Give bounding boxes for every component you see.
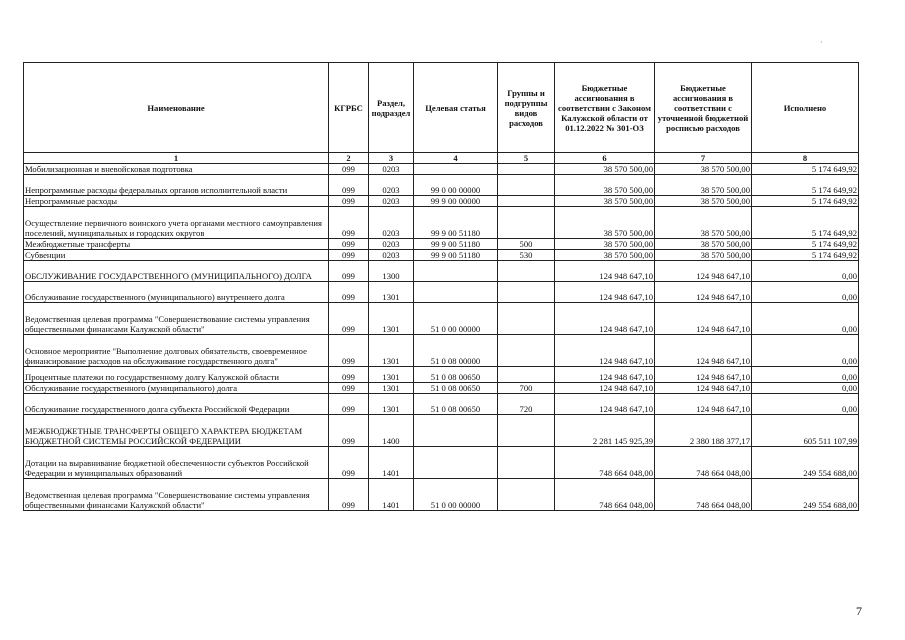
- row-assign-law: 124 948 647,10: [555, 261, 655, 282]
- row-assign-law: 124 948 647,10: [555, 303, 655, 335]
- row-executed: 0,00: [752, 335, 859, 367]
- budget-table: [23, 62, 859, 511]
- table-row: [24, 282, 859, 303]
- table-row: [24, 394, 859, 415]
- row-executed: 5 174 649,92: [752, 196, 859, 207]
- corner-mark: ·: [820, 38, 823, 47]
- row-vid: 500: [498, 239, 555, 250]
- table-row: [24, 261, 859, 282]
- row-executed: 249 554 688,00: [752, 447, 859, 479]
- row-assign-law: 38 570 500,00: [555, 239, 655, 250]
- column-number: 2: [329, 153, 369, 164]
- row-assign-law: 124 948 647,10: [555, 335, 655, 367]
- row-statya: 99 9 00 00000: [414, 196, 498, 207]
- table-row: [24, 383, 859, 394]
- table-row: [24, 239, 859, 250]
- column-number: 6: [555, 153, 655, 164]
- row-vid: [498, 303, 555, 335]
- column-number: 8: [752, 153, 859, 164]
- row-kgrbs: 099: [329, 164, 369, 175]
- row-name: Непрограммные расходы федеральных органов исполнительной власти: [24, 175, 329, 196]
- row-vid: [498, 261, 555, 282]
- column-number: 7: [655, 153, 752, 164]
- table-row: [24, 175, 859, 196]
- row-razdel: 0203: [369, 207, 414, 239]
- row-kgrbs: 099: [329, 383, 369, 394]
- row-assign-updated: 748 664 048,00: [655, 447, 752, 479]
- row-assign-updated: 38 570 500,00: [655, 250, 752, 261]
- row-razdel: 0203: [369, 196, 414, 207]
- row-assign-updated: 124 948 647,10: [655, 261, 752, 282]
- header-assign-law: Бюджетные ассигнования в соответствии с Законом Калужской области от 01.12.2022 № 301-ОЗ: [555, 63, 655, 153]
- row-assign-law: 38 570 500,00: [555, 250, 655, 261]
- row-kgrbs: 099: [329, 367, 369, 383]
- row-assign-updated: 124 948 647,10: [655, 383, 752, 394]
- row-statya: [414, 447, 498, 479]
- row-statya: 99 9 00 51180: [414, 207, 498, 239]
- row-kgrbs: 099: [329, 250, 369, 261]
- row-razdel: 0203: [369, 239, 414, 250]
- row-razdel: 0203: [369, 164, 414, 175]
- table-row: [24, 164, 859, 175]
- row-executed: 5 174 649,92: [752, 239, 859, 250]
- row-kgrbs: 099: [329, 239, 369, 250]
- row-name: Мобилизационная и вневойсковая подготовка: [24, 164, 329, 175]
- header-assign-updated: Бюджетные ассигнования в соответствии с уточненной бюджетной росписью расходов: [655, 63, 752, 153]
- row-razdel: 1401: [369, 479, 414, 511]
- row-razdel: 1301: [369, 303, 414, 335]
- row-name: Осуществление первичного воинского учета органами местного самоуправления поселений, муниципальных и городских округов: [24, 207, 329, 239]
- row-name: Обслуживание государственного долга субъекта Российской Федерации: [24, 394, 329, 415]
- row-vid: [498, 207, 555, 239]
- row-statya: 51 0 08 00650: [414, 383, 498, 394]
- row-razdel: 1301: [369, 282, 414, 303]
- row-vid: [498, 335, 555, 367]
- row-statya: 51 0 00 00000: [414, 303, 498, 335]
- row-assign-updated: 38 570 500,00: [655, 175, 752, 196]
- row-vid: [498, 175, 555, 196]
- page-number: 7: [856, 604, 862, 618]
- row-statya: [414, 261, 498, 282]
- row-kgrbs: 099: [329, 415, 369, 447]
- row-executed: 0,00: [752, 303, 859, 335]
- row-assign-law: 38 570 500,00: [555, 207, 655, 239]
- column-number: 5: [498, 153, 555, 164]
- row-name: ОБСЛУЖИВАНИЕ ГОСУДАРСТВЕННОГО (МУНИЦИПАЛЬНОГО) ДОЛГА: [24, 261, 329, 282]
- row-razdel: 1300: [369, 261, 414, 282]
- row-assign-updated: 38 570 500,00: [655, 207, 752, 239]
- row-statya: 99 9 00 51180: [414, 239, 498, 250]
- row-name: Обслуживание государственного (муниципального) долга: [24, 383, 329, 394]
- table-row: [24, 415, 859, 447]
- row-razdel: 1400: [369, 415, 414, 447]
- row-assign-updated: 38 570 500,00: [655, 164, 752, 175]
- row-razdel: 1301: [369, 394, 414, 415]
- row-vid: [498, 367, 555, 383]
- table-body: [24, 164, 859, 511]
- header-name: Наименование: [24, 63, 329, 153]
- row-vid: [498, 196, 555, 207]
- table-row: [24, 479, 859, 511]
- row-executed: 5 174 649,92: [752, 175, 859, 196]
- row-vid: [498, 164, 555, 175]
- table-row: [24, 196, 859, 207]
- row-executed: 249 554 688,00: [752, 479, 859, 511]
- row-statya: [414, 164, 498, 175]
- row-assign-law: 38 570 500,00: [555, 175, 655, 196]
- row-vid: [498, 415, 555, 447]
- row-statya: 99 0 00 00000: [414, 175, 498, 196]
- row-assign-law: 124 948 647,10: [555, 282, 655, 303]
- row-assign-updated: 124 948 647,10: [655, 394, 752, 415]
- row-razdel: 0203: [369, 250, 414, 261]
- row-name: Межбюджетные трансферты: [24, 239, 329, 250]
- row-kgrbs: 099: [329, 303, 369, 335]
- row-statya: 51 0 08 00650: [414, 367, 498, 383]
- row-statya: 99 9 00 51180: [414, 250, 498, 261]
- row-razdel: 1301: [369, 335, 414, 367]
- row-razdel: 1401: [369, 447, 414, 479]
- row-statya: [414, 282, 498, 303]
- row-name: Ведомственная целевая программа "Совершенствование системы управления общественными финансами Калужской области": [24, 303, 329, 335]
- row-assign-law: 38 570 500,00: [555, 196, 655, 207]
- row-executed: 0,00: [752, 394, 859, 415]
- row-razdel: 1301: [369, 383, 414, 394]
- row-assign-updated: 124 948 647,10: [655, 335, 752, 367]
- row-executed: 5 174 649,92: [752, 207, 859, 239]
- table-row: [24, 250, 859, 261]
- row-razdel: 1301: [369, 367, 414, 383]
- row-name: Основное мероприятие "Выполнение долговых обязательств, своевременное финансирование расходов на обслуживание государственного долга": [24, 335, 329, 367]
- row-assign-updated: 2 380 188 377,17: [655, 415, 752, 447]
- row-statya: 51 0 08 00000: [414, 335, 498, 367]
- row-executed: 5 174 649,92: [752, 164, 859, 175]
- row-vid: [498, 447, 555, 479]
- row-kgrbs: 099: [329, 196, 369, 207]
- row-assign-law: 748 664 048,00: [555, 479, 655, 511]
- row-name: МЕЖБЮДЖЕТНЫЕ ТРАНСФЕРТЫ ОБЩЕГО ХАРАКТЕРА БЮДЖЕТАМ БЮДЖЕТНОЙ СИСТЕМЫ РОССИЙСКОЙ ФЕДЕРАЦИИ: [24, 415, 329, 447]
- row-assign-updated: 38 570 500,00: [655, 239, 752, 250]
- row-assign-updated: 124 948 647,10: [655, 303, 752, 335]
- table-row: [24, 303, 859, 335]
- header-kgrbs: КГРБС: [329, 63, 369, 153]
- column-number: 1: [24, 153, 329, 164]
- row-statya: [414, 415, 498, 447]
- header-razdel: Раздел, подраздел: [369, 63, 414, 153]
- column-number: 3: [369, 153, 414, 164]
- header-executed: Исполнено: [752, 63, 859, 153]
- row-kgrbs: 099: [329, 479, 369, 511]
- row-statya: 51 0 00 00000: [414, 479, 498, 511]
- row-vid: 530: [498, 250, 555, 261]
- row-kgrbs: 099: [329, 335, 369, 367]
- table-row: [24, 207, 859, 239]
- row-kgrbs: 099: [329, 282, 369, 303]
- row-razdel: 0203: [369, 175, 414, 196]
- row-assign-law: 2 281 145 925,39: [555, 415, 655, 447]
- row-kgrbs: 099: [329, 207, 369, 239]
- row-statya: 51 0 08 00650: [414, 394, 498, 415]
- row-name: Субвенции: [24, 250, 329, 261]
- row-name: Ведомственная целевая программа "Совершенствование системы управления общественными финансами Калужской области": [24, 479, 329, 511]
- column-number-row: [24, 153, 859, 164]
- row-assign-updated: 124 948 647,10: [655, 282, 752, 303]
- row-assign-law: 124 948 647,10: [555, 394, 655, 415]
- row-executed: 0,00: [752, 367, 859, 383]
- row-vid: [498, 282, 555, 303]
- table-row: [24, 447, 859, 479]
- header-statya: Целевая статья: [414, 63, 498, 153]
- column-number: 4: [414, 153, 498, 164]
- row-name: Непрограммные расходы: [24, 196, 329, 207]
- row-assign-updated: 748 664 048,00: [655, 479, 752, 511]
- table-row: [24, 367, 859, 383]
- row-vid: [498, 479, 555, 511]
- row-executed: 605 511 107,99: [752, 415, 859, 447]
- row-assign-law: 124 948 647,10: [555, 367, 655, 383]
- row-executed: 0,00: [752, 282, 859, 303]
- row-name: Дотации на выравнивание бюджетной обеспеченности субъектов Российской Федерации и муниципальных образований: [24, 447, 329, 479]
- row-assign-updated: 38 570 500,00: [655, 196, 752, 207]
- table-row: [24, 335, 859, 367]
- row-kgrbs: 099: [329, 175, 369, 196]
- row-kgrbs: 099: [329, 261, 369, 282]
- header-gruppy: Группы и подгруппы видов расходов: [498, 63, 555, 153]
- row-executed: 0,00: [752, 383, 859, 394]
- row-vid: 720: [498, 394, 555, 415]
- row-vid: 700: [498, 383, 555, 394]
- row-kgrbs: 099: [329, 394, 369, 415]
- row-assign-updated: 124 948 647,10: [655, 367, 752, 383]
- row-assign-law: 38 570 500,00: [555, 164, 655, 175]
- row-assign-law: 124 948 647,10: [555, 383, 655, 394]
- row-executed: 5 174 649,92: [752, 250, 859, 261]
- row-name: Обслуживание государственного (муниципального) внутреннего долга: [24, 282, 329, 303]
- row-assign-law: 748 664 048,00: [555, 447, 655, 479]
- row-name: Процентные платежи по государственному долгу Калужской области: [24, 367, 329, 383]
- row-kgrbs: 099: [329, 447, 369, 479]
- header-row: [24, 63, 859, 153]
- row-executed: 0,00: [752, 261, 859, 282]
